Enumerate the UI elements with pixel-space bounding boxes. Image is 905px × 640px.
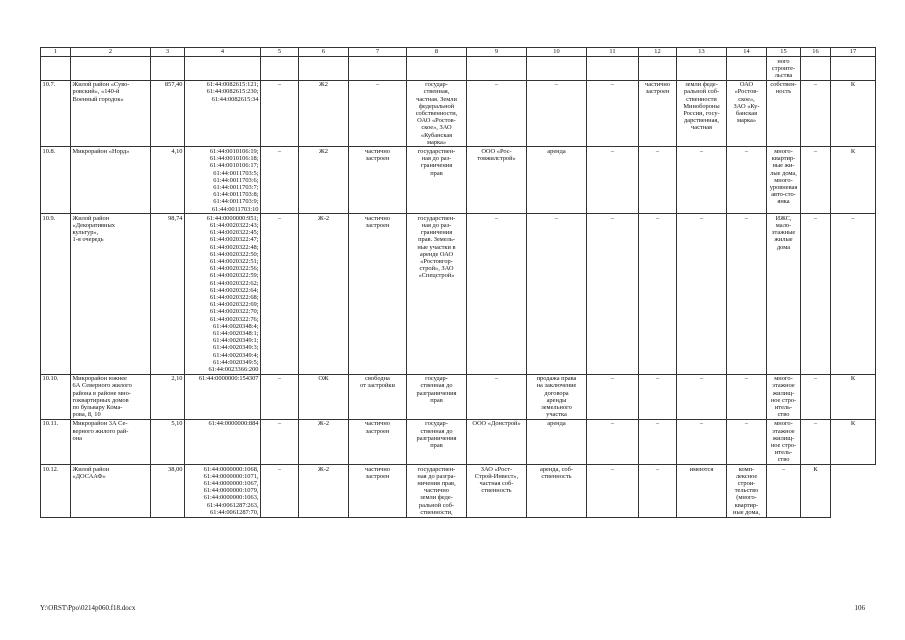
purpose-cell: много- этажное жилищ- ное стро- итель- ство [767,419,801,464]
carry-cell [299,57,349,81]
column-header-11: 11 [587,48,639,57]
col-11-cell: – [587,80,639,147]
col-17-cell: К [831,80,876,147]
land-category-cell: – [677,419,727,464]
col-12-cell: – [639,374,677,419]
cadastral-numbers-cell: 61:44:0000000:951; 61:44:0020322:43; 61:44:0020322:45; 61:44:0020322:47; 61:44:0020322:48; 61:44:0020322:50; 61:44:0020322:51; 61:44:0020322:56; 61:44:0020322:59; 61:44:0020322:62; 61:44:0020322:64; 61:44:0020322:68; 61:44:0020322:69; 61:44:0020322:70; 61:44:0020322:76; 61:44:0020348:4; 61:44:0020348:1; 61:44:0020349:1; 61:44:0020349:3; 61:44:0020349:4; 61:44:0020349:5; 61:44:0023366:200 [185,214,261,374]
col-12-cell: – [639,147,677,214]
object-name-cell: Жилой район «Декоративных культур», 1-я очередь [71,214,151,374]
zone-code-cell: Ж2 [299,80,349,147]
col-5-cell: – [261,374,299,419]
column-header-13: 13 [677,48,727,57]
land-category-cell: – [677,147,727,214]
build-status-cell: частично застроен [349,465,407,517]
developer-cell: – [467,214,527,374]
carry-cell [727,57,767,81]
col-12-cell: – [639,465,677,517]
carry-cell: ного строите- льства [767,57,801,81]
column-header-5: 5 [261,48,299,57]
col-11-cell: – [587,147,639,214]
carry-cell [261,57,299,81]
area-ha-cell: 2,10 [151,374,185,419]
area-ha-cell: 857,40 [151,80,185,147]
ownership-cell: государствен- ная до разгра- ничения прав, частично земли феде- ральной соб- ственности, [407,465,467,517]
area-ha-cell: 38,00 [151,465,185,517]
ownership-cell: государствен- ная до раз- граничения прав [407,147,467,214]
zones-table [40,47,876,518]
land-right-cell: аренда, соб- ственность [527,465,587,517]
table-row [41,374,876,419]
table-row [41,419,876,464]
column-header-10: 10 [527,48,587,57]
row-number-cell: 10.8. [41,147,71,214]
col-17-cell: – [831,214,876,374]
carry-cell [467,57,527,81]
land-right-cell: – [527,214,587,374]
col-5-cell: – [261,147,299,214]
col-11-cell: – [587,419,639,464]
area-ha-cell: 98,74 [151,214,185,374]
cadastral-numbers-cell: 61:44:0010106:19; 61:44:0010106:18; 61:44:0010106:17; 61:44:0011703:5; 61:44:0011703:6; 61:44:0011703:7; 61:44:0011703:8; 61:44:0011703:9; 61:44:0011703:10 [185,147,261,214]
carry-cell [677,57,727,81]
developer-cell: – [467,80,527,147]
owner-org-cell: ОАО «Ростов- ское», ЗАО «Ку- банская марка» [727,80,767,147]
carry-cell [41,57,71,81]
col-12-cell: частично застроен [639,80,677,147]
carry-cell [639,57,677,81]
carry-cell [801,57,831,81]
column-header-8: 8 [407,48,467,57]
col-17-cell: К [831,147,876,214]
column-header-14: 14 [727,48,767,57]
purpose-cell: ИЖС, мало- этажные жилые дома [767,214,801,374]
purpose-cell: собствен- ность [767,80,801,147]
column-header-2: 2 [71,48,151,57]
cadastral-numbers-cell: 61:44:0082615:121; 61:44:0082615:230; 61:44:0082615:34 [185,80,261,147]
purpose-cell: – [767,465,801,517]
developer-cell: ООО «Рос- товжилстрой» [467,147,527,214]
column-number-row [41,48,876,57]
cadastral-numbers-cell: 61:44:0000000:1068, 61:44:0000000:1071, 61:44:0000000:1067, 61:44:0000000:1079, 61:44:0000000:1063, 61:44:0061287:263, 61:44:0061287:70, [185,465,261,517]
col-16-cell: – [801,147,831,214]
carry-cell [407,57,467,81]
land-right-cell: аренда [527,147,587,214]
col-16-cell: – [801,80,831,147]
cadastral-numbers-cell: 61:44:0000000:154307 [185,374,261,419]
land-right-cell: продажа права на заключение договора аренды земельного участка [527,374,587,419]
zone-code-cell: Ж2 [299,147,349,214]
purpose-cell: много- квартир- ные жи- лые дома, много- уровневая авто-сто- янка [767,147,801,214]
carry-cell [71,57,151,81]
developer-cell: – [467,374,527,419]
owner-org-cell: – [727,147,767,214]
object-name-cell: Микрорайон 3А Се- верного жилого рай- она [71,419,151,464]
column-header-7: 7 [349,48,407,57]
object-name-cell: Жилой район «ДОСААФ» [71,465,151,517]
carry-cell [151,57,185,81]
zone-code-cell: Ж-2 [299,465,349,517]
column-header-15: 15 [767,48,801,57]
row-number-cell: 10.7. [41,80,71,147]
carry-over-row [41,57,876,81]
column-header-12: 12 [639,48,677,57]
col-16-cell: – [801,214,831,374]
file-path: Y:\ORST\Ppo\0214p060.f18.docx [40,604,136,612]
build-status-cell: частично застроен [349,147,407,214]
owner-org-cell: – [727,214,767,374]
land-category-cell: имеются [677,465,727,517]
table-row [41,80,876,147]
col-11-cell: – [587,374,639,419]
carry-cell [831,57,876,81]
col-5-cell: – [261,465,299,517]
land-category-cell: – [677,214,727,374]
cadastral-numbers-cell: 61:44:0000000:884 [185,419,261,464]
ownership-cell: государствен- ная до раз- граничения прав. Земель- ные участки в аренде ОАО «Ростовгор- строй», ЗАО «Спецстрой» [407,214,467,374]
developer-cell: ООО «Донстрой» [467,419,527,464]
land-category-cell: земли феде- ральной соб- ственности Минобороны России, госу- дарственная, частная [677,80,727,147]
ownership-cell: государ- ственная до разграничения прав [407,374,467,419]
col-5-cell: – [261,80,299,147]
col-5-cell: – [261,419,299,464]
owner-org-cell: – [727,374,767,419]
col-17-cell: К [831,374,876,419]
area-ha-cell: 5,10 [151,419,185,464]
carry-cell [587,57,639,81]
area-ha-cell: 4,10 [151,147,185,214]
land-right-cell: аренда [527,419,587,464]
table-row [41,465,876,517]
carry-cell [185,57,261,81]
col-11-cell: – [587,214,639,374]
col-12-cell: – [639,419,677,464]
col-12-cell: – [639,214,677,374]
build-status-cell: свободна от застройки [349,374,407,419]
zone-code-cell: Ж-2 [299,214,349,374]
developer-cell: ЗАО «Рост- Строй-Инвест», частная соб- ственность [467,465,527,517]
table-row [41,214,876,374]
land-category-cell: – [677,374,727,419]
column-header-4: 4 [185,48,261,57]
table-row [41,147,876,214]
build-status-cell: частично застроен [349,214,407,374]
ownership-cell: государ- ственная, частная. Земли федеральной собственности, ОАО «Ростов- ское», ЗАО «Кубанская марка» [407,80,467,147]
column-header-17: 17 [831,48,876,57]
column-header-9: 9 [467,48,527,57]
build-status-cell: – [349,80,407,147]
build-status-cell: частично застроен [349,419,407,464]
row-number-cell: 10.11. [41,419,71,464]
col-11-cell: – [587,465,639,517]
col-17-cell: К [831,419,876,464]
owner-org-cell: комп- лексное строи- тельство (много- квартир- ные дома, [727,465,767,517]
purpose-cell: много- этажное жилищ- ное стро- итель- ство [767,374,801,419]
row-number-cell: 10.9. [41,214,71,374]
object-name-cell: Жилой район «Суво- ровский», «140-й Военный городок» [71,80,151,147]
ownership-cell: государ- ственная до разграничения прав [407,419,467,464]
zone-code-cell: Ж-2 [299,419,349,464]
row-number-cell: 10.10. [41,374,71,419]
col-16-cell: – [801,374,831,419]
carry-cell [349,57,407,81]
column-header-16: 16 [801,48,831,57]
col-16-cell: – [801,419,831,464]
zone-code-cell: ОЖ [299,374,349,419]
column-header-1: 1 [41,48,71,57]
land-right-cell: – [527,80,587,147]
col-16-cell: К [801,465,831,517]
row-number-cell: 10.12. [41,465,71,517]
col-5-cell: – [261,214,299,374]
object-name-cell: Микрорайон «Норд» [71,147,151,214]
object-name-cell: Микрорайон южнее 6А Северного жилого района в районе мно- гоквартирных домов по бульвару Комa- рова, 8, 10 [71,374,151,419]
owner-org-cell: – [727,419,767,464]
page-number: 106 [854,604,865,612]
carry-cell [527,57,587,81]
column-header-6: 6 [299,48,349,57]
column-header-3: 3 [151,48,185,57]
